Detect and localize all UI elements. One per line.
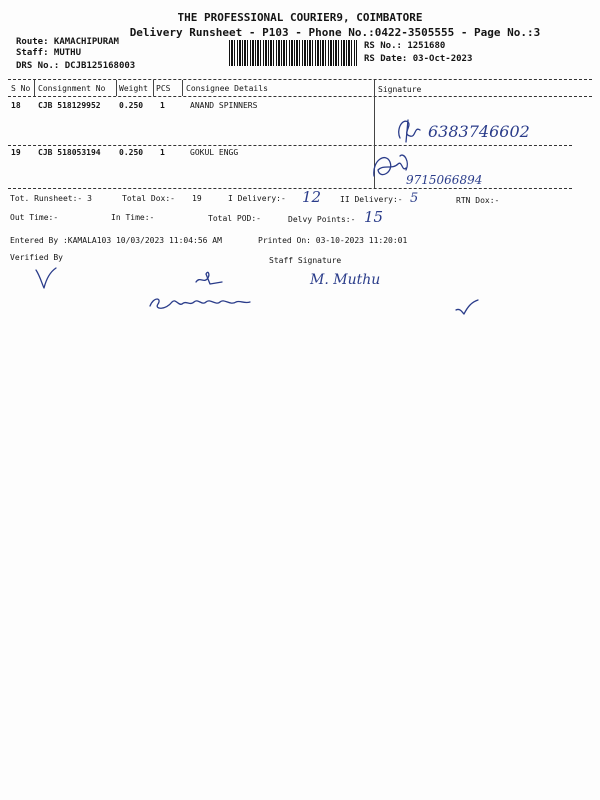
col-pcs: PCS — [156, 84, 171, 93]
total-dox-value: 19 — [192, 194, 202, 203]
printed-on: Printed On: 03-10-2023 11:20:01 — [258, 236, 408, 245]
svg-text:12: 12 — [302, 188, 322, 206]
barcode — [229, 40, 357, 66]
table-row-sno: 19 — [11, 148, 21, 157]
col-signature: Signature — [378, 85, 422, 94]
i-delivery-handwritten — [300, 184, 330, 208]
table-row-weight: 0.250 — [119, 148, 144, 157]
col-sno: S No — [11, 84, 31, 93]
ii-delivery-handwritten — [408, 186, 434, 208]
row-18-signature — [390, 112, 560, 148]
table-row-consignee: GOKUL ENGG — [190, 148, 239, 157]
tick-mark — [452, 296, 482, 318]
staff-label: Staff: MUTHU — [16, 48, 82, 58]
table-top-rule — [8, 79, 592, 80]
verified-signature-mark — [30, 262, 70, 294]
table-row-pcs: 1 — [160, 148, 165, 157]
table-row-consignee: ANAND SPINNERS — [190, 101, 258, 110]
runsheet-title: Delivery Runsheet - P103 - Phone No.:0422-3505555 - Page No.:3 — [129, 26, 541, 39]
delvy-points-handwritten — [362, 204, 392, 228]
i-delivery-label: I Delivery:- — [228, 194, 286, 203]
table-row-sno: 18 — [11, 101, 21, 110]
drs-number: DRS No.: DCJB125168003 — [16, 61, 136, 71]
table-row-consignment: CJB 518053194 — [38, 148, 101, 157]
verified-by-label: Verified By — [10, 253, 63, 262]
col-weight: Weight — [119, 84, 148, 93]
staff-signature — [306, 266, 386, 292]
verifier-signature — [146, 290, 266, 314]
svg-text:M. Muthu: M. Muthu — [310, 272, 381, 288]
svg-text:6383746602: 6383746602 — [428, 122, 530, 141]
company-title: THE PROFESSIONAL COURIER9, COIMBATORE — [177, 11, 423, 24]
delvy-points-label: Delvy Points:- — [288, 215, 356, 224]
table-row-consignment: CJB 518129952 — [38, 101, 101, 110]
row-19-signature — [370, 150, 500, 190]
staff-signature-label: Staff Signature — [269, 256, 342, 265]
ii-delivery-label: II Delivery:- — [340, 195, 403, 204]
out-time-label: Out Time:- — [10, 213, 59, 222]
table-header-rule — [8, 96, 592, 97]
route-label: Route: KAMACHIPURAM — [16, 37, 119, 47]
rtn-dox-label: RTN Dox:- — [456, 196, 500, 205]
rs-date: RS Date: 03-Oct-2023 — [364, 54, 473, 64]
in-time-label: In Time:- — [111, 213, 155, 222]
col-consignment: Consignment No — [38, 84, 106, 93]
entered-by: Entered By :KAMALA103 10/03/2023 11:04:56 AM — [10, 236, 222, 245]
col-consignee: Consignee Details — [186, 84, 268, 93]
total-dox-label: Total Dox:- — [122, 194, 175, 203]
rs-number: RS No.: 1251680 — [364, 41, 446, 51]
tot-runsheet: Tot. Runsheet:- 3 — [10, 194, 92, 203]
table-row-weight: 0.250 — [119, 101, 144, 110]
total-pod-label: Total POD:- — [208, 214, 261, 223]
svg-text:15: 15 — [364, 208, 384, 226]
svg-text:9715066894: 9715066894 — [406, 173, 483, 187]
initial-mark — [190, 266, 230, 290]
table-row-pcs: 1 — [160, 101, 165, 110]
svg-text:5: 5 — [410, 191, 419, 206]
